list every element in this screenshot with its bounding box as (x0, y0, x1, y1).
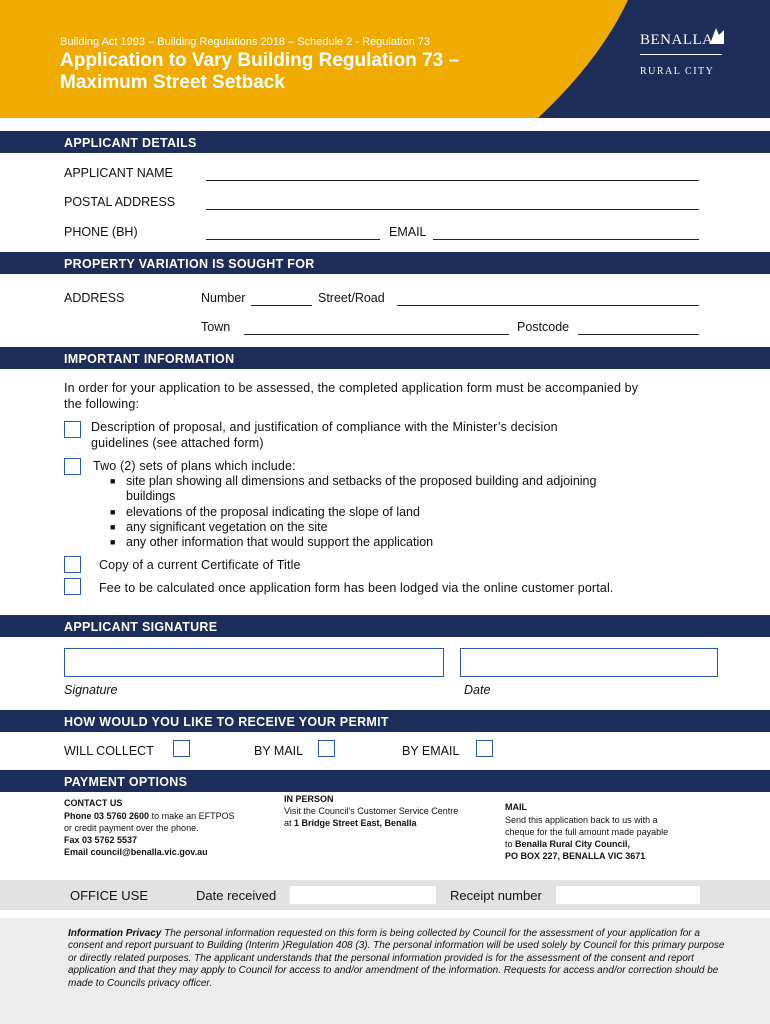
phone-field[interactable] (206, 239, 380, 240)
bullet-text: site plan showing all dimensions and setbacks of the proposed building and adjoining (126, 474, 597, 488)
item-description-line1: Description of proposal, and justification of compliance with the Minister’s decision (91, 420, 558, 434)
town-field[interactable] (244, 334, 509, 335)
contact-phone-text: to make an EFTPOS (149, 811, 235, 821)
bullet-vegetation: ■ any significant vegetation on the site (110, 520, 328, 534)
section-important-information (0, 347, 770, 369)
bullet-text: elevations of the proposal indicating the slope of land (126, 505, 420, 519)
privacy-heading: Information Privacy (68, 928, 162, 939)
mail-heading: MAIL (505, 802, 527, 812)
office-use-strip (0, 880, 770, 910)
privacy-notice (0, 918, 770, 1024)
number-field[interactable] (251, 305, 312, 306)
in-person-prefix: at (284, 818, 295, 828)
section-heading: PROPERTY VARIATION IS SOUGHT FOR (64, 257, 315, 271)
mail-line3 (505, 838, 630, 850)
section-property (0, 252, 770, 274)
date-received-field[interactable] (290, 886, 436, 904)
form-title-line2: Maximum Street Setback (60, 72, 285, 93)
checkbox-will-collect[interactable] (173, 740, 190, 757)
postal-address-field[interactable] (206, 209, 699, 210)
section-applicant-details (0, 131, 770, 153)
mail-line4: PO BOX 227, BENALLA VIC 3671 (505, 851, 646, 861)
checkbox-description[interactable] (64, 421, 81, 438)
section-receive-permit (0, 710, 770, 732)
checkbox-by-mail[interactable] (318, 740, 335, 757)
intro-text-line2: the following: (64, 397, 140, 411)
logo-divider (640, 54, 722, 55)
street-label: Street/Road (318, 291, 385, 305)
section-payment-options (0, 770, 770, 792)
date-label: Date (464, 683, 491, 697)
intro-text-line1: In order for your application to be assessed, the completed application form must be accompanied by (64, 381, 639, 395)
privacy-text (68, 928, 728, 990)
office-use-label: OFFICE USE (70, 888, 149, 903)
bullet-site-plan: ■ site plan showing all dimensions and setbacks of the proposed building and adjoining (110, 474, 597, 488)
item-plans: Two (2) sets of plans which include: (93, 459, 296, 473)
bullet-text: any significant vegetation on the site (126, 520, 328, 534)
checkbox-certificate[interactable] (64, 556, 81, 573)
contact-phone-number: Phone 03 5760 2600 (64, 811, 150, 821)
date-field[interactable] (460, 648, 718, 677)
bullet-site-plan-cont: buildings (126, 489, 176, 503)
in-person-heading: IN PERSON (284, 794, 334, 804)
item-fee: Fee to be calculated once application form has been lodged via the online customer portal. (99, 581, 614, 595)
by-email-label: BY EMAIL (402, 744, 460, 758)
street-field[interactable] (397, 305, 699, 306)
signature-label: Signature (64, 683, 118, 697)
mail-line2: cheque for the full amount made payable (505, 827, 669, 837)
signature-field[interactable] (64, 648, 444, 677)
mail-payee: Benalla Rural City Council, (515, 839, 631, 849)
form-title-line1: Application to Vary Building Regulation 73 – (60, 50, 460, 71)
form-subtitle: Building Act 1993 – Building Regulations 2018 – Schedule 2 - Regulation 73 (60, 36, 430, 48)
contact-phone (64, 810, 235, 822)
logo-text-sub: RURAL CITY (640, 66, 715, 77)
in-person-line1: Visit the Council’s Customer Service Centre (284, 806, 459, 816)
section-heading: IMPORTANT INFORMATION (64, 352, 235, 366)
number-label: Number (201, 291, 246, 305)
item-certificate: Copy of a current Certificate of Title (99, 558, 301, 572)
benalla-logo (638, 26, 728, 86)
section-applicant-signature (0, 615, 770, 637)
checkbox-fee[interactable] (64, 578, 81, 595)
receipt-number-label: Receipt number (450, 888, 542, 903)
date-received-label: Date received (196, 888, 277, 903)
in-person-address: 1 Bridge Street East, Benalla (294, 818, 417, 828)
postal-address-label: POSTAL ADDRESS (64, 195, 176, 209)
item-description-line2: guidelines (see attached form) (91, 436, 264, 450)
contact-email: Email council@benalla.vic.gov.au (64, 847, 208, 857)
in-person-line2 (284, 817, 417, 829)
applicant-name-label: APPLICANT NAME (64, 166, 173, 180)
section-heading: APPLICANT DETAILS (64, 136, 197, 150)
privacy-body: The personal information requested on this form is being collected by Council for the assessment of your application for a consent and report pursuant to Building (Interim )Regulation 408 (3). The personal information will be used solely by Council for this primary purpose or directly related purposes. The applicant understands that the personal information provided is for the assessment of the consent and report application and that they may apply to Council for access to and/or amendment of the information. Requests for access and/or correction should be made to Councils privacy officer. (68, 928, 725, 989)
town-label: Town (201, 320, 231, 334)
section-heading: HOW WOULD YOU LIKE TO RECEIVE YOUR PERMIT (64, 715, 389, 729)
bullet-elevations: ■ elevations of the proposal indicating the slope of land (110, 505, 420, 519)
form-title (60, 50, 540, 94)
mail-line1: Send this application back to us with a (505, 815, 658, 825)
bullet-other-info: ■ any other information that would support the application (110, 535, 434, 549)
by-mail-label: BY MAIL (254, 744, 304, 758)
checkbox-plans[interactable] (64, 458, 81, 475)
applicant-name-field[interactable] (206, 180, 699, 181)
section-heading: APPLICANT SIGNATURE (64, 620, 218, 634)
postcode-field[interactable] (578, 334, 699, 335)
contact-heading: CONTACT US (64, 798, 123, 808)
email-label: EMAIL (389, 225, 427, 239)
contact-line2: or credit payment over the phone. (64, 823, 199, 833)
logo-text-main: BENALLA (640, 32, 714, 48)
will-collect-label: WILL COLLECT (64, 744, 154, 758)
section-heading: PAYMENT OPTIONS (64, 775, 188, 789)
contact-fax: Fax 03 5762 5537 (64, 835, 138, 845)
checkbox-by-email[interactable] (476, 740, 493, 757)
address-label: ADDRESS (64, 291, 125, 305)
mail-prefix: to (505, 839, 516, 849)
bullet-text: any other information that would support the application (126, 535, 434, 549)
email-field[interactable] (433, 239, 699, 240)
postcode-label: Postcode (517, 320, 570, 334)
phone-label: PHONE (BH) (64, 225, 138, 239)
receipt-number-field[interactable] (556, 886, 700, 904)
